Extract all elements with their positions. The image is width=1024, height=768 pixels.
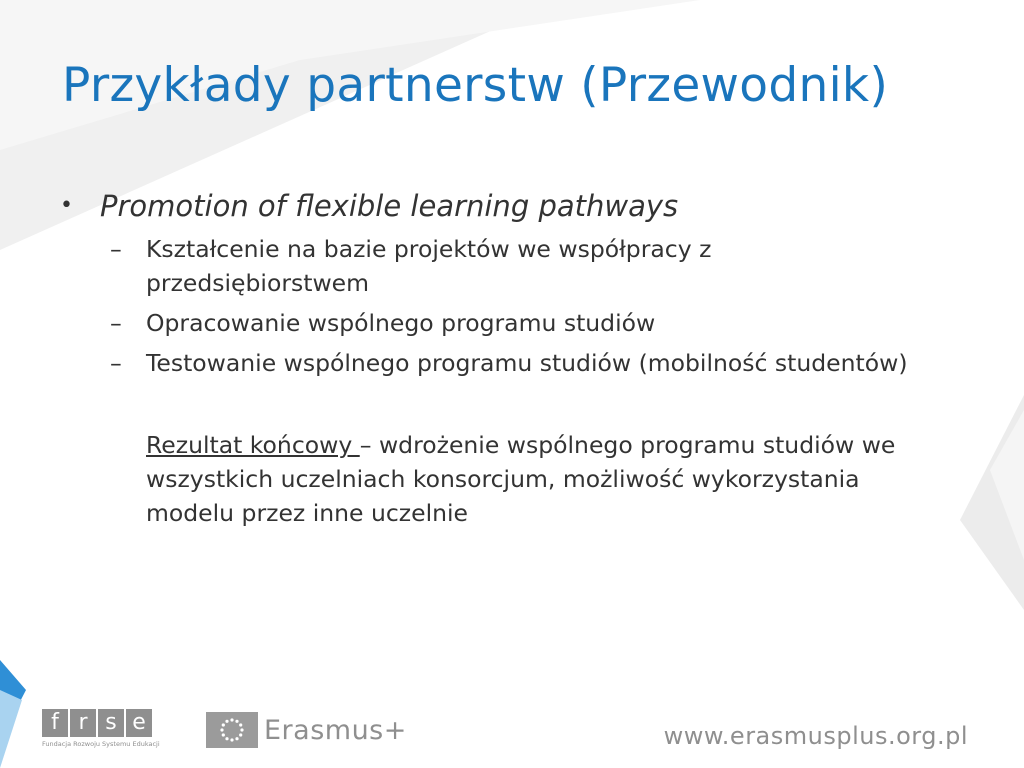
main-bullet-text: Promotion of flexible learning pathways bbox=[100, 189, 679, 223]
result-paragraph bbox=[60, 428, 940, 530]
slide-title: Przykłady partnerstw (Przewodnik) bbox=[62, 58, 889, 113]
frse-letter: s bbox=[98, 709, 124, 737]
dash-marker: – bbox=[110, 235, 122, 263]
slide-content bbox=[60, 186, 940, 530]
erasmus-name: Erasmus+ bbox=[264, 714, 407, 746]
left-lightblue-shape bbox=[0, 690, 22, 768]
frse-letters bbox=[42, 709, 160, 737]
result-text: – wdrożenie wspólnego programu studiów we wszystkich uczelniach konsorcjum, możliwość wykorzystania modelu przez inne uczelnie bbox=[146, 431, 896, 527]
sub-bullet-text: Opracowanie wspólnego programu studiów bbox=[146, 309, 656, 337]
bullet-marker: • bbox=[60, 193, 73, 218]
website-url[interactable]: www.erasmusplus.org.pl bbox=[663, 722, 968, 750]
dash-marker: – bbox=[110, 309, 122, 337]
main-bullet bbox=[60, 186, 940, 226]
frse-logo bbox=[42, 709, 160, 748]
frse-letter: f bbox=[42, 709, 68, 737]
sub-bullet-text: Testowanie wspólnego programu studiów (mobilność studentów) bbox=[146, 349, 908, 377]
sub-bullet bbox=[60, 232, 940, 300]
erasmus-logo bbox=[206, 712, 407, 748]
sub-bullet bbox=[60, 306, 940, 340]
frse-letter: r bbox=[70, 709, 96, 737]
frse-letter: e bbox=[126, 709, 152, 737]
result-label: Rezultat końcowy bbox=[146, 431, 360, 459]
sub-bullet bbox=[60, 346, 940, 380]
dash-marker: – bbox=[110, 349, 122, 377]
sub-bullet-text: Kształcenie na bazie projektów we współpracy z przedsiębiorstwem bbox=[146, 235, 712, 297]
eu-flag-icon bbox=[206, 712, 258, 748]
frse-tagline: Fundacja Rozwoju Systemu Edukacji bbox=[42, 740, 160, 748]
